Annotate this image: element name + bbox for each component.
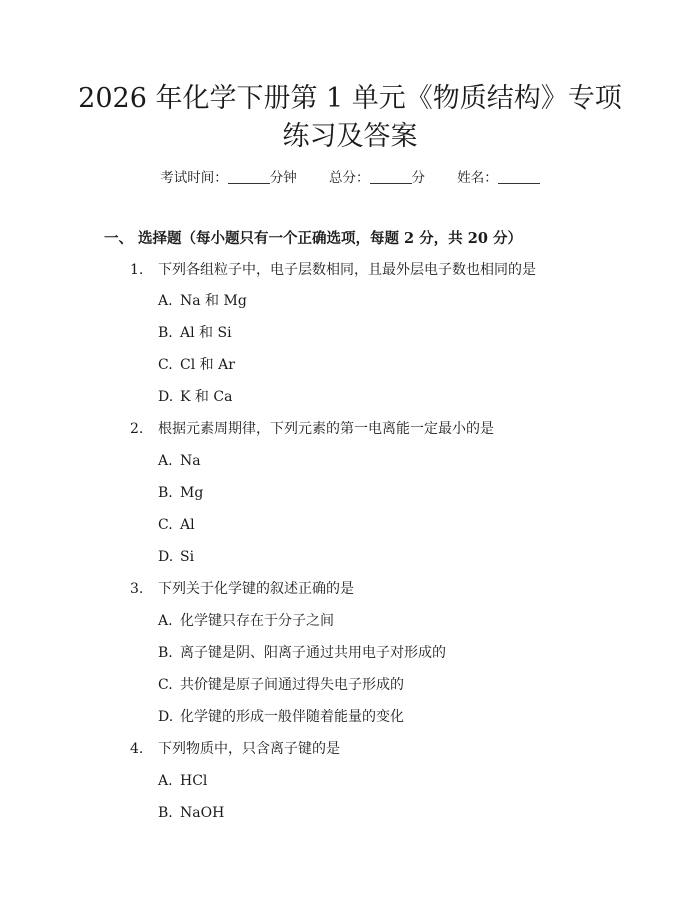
option-letter: B. (158, 485, 173, 501)
total-score-unit: 分 (411, 170, 425, 186)
option (158, 803, 224, 823)
option-letter: A. (158, 613, 173, 629)
option-text: HCl (180, 773, 208, 789)
section-title: 选择题（每小题只有一个正确选项，每题 2 分，共 20 分） (138, 230, 522, 247)
exam-meta (0, 168, 700, 188)
section-number: 一、 (104, 230, 133, 247)
option (158, 611, 334, 631)
title-line-2: 练习及答案 (282, 121, 418, 152)
option-letter: C. (158, 517, 173, 533)
option (158, 323, 232, 343)
question-1 (130, 260, 536, 280)
option-letter: A. (158, 293, 173, 309)
option-letter: B. (158, 805, 173, 821)
option-letter: D. (158, 549, 174, 565)
exam-time-unit: 分钟 (269, 170, 297, 186)
option-letter: D. (158, 709, 174, 725)
question-text: 下列物质中，只含离子键的是 (158, 741, 340, 757)
student-name-label: 姓名： (457, 170, 498, 186)
question-text: 下列各组粒子中，电子层数相同，且最外层电子数也相同的是 (158, 262, 536, 278)
section-heading (104, 229, 522, 249)
title-line-1: 2026 年化学下册第 1 单元《物质结构》专项 (78, 83, 622, 114)
total-score-blank (370, 169, 412, 184)
option-text: NaOH (180, 805, 225, 821)
option (158, 675, 404, 695)
question-2 (130, 419, 494, 439)
student-name (457, 168, 540, 188)
option (158, 291, 247, 311)
option (158, 547, 194, 567)
exam-time-label: 考试时间： (160, 170, 228, 186)
option-text: Mg (180, 485, 204, 501)
question-3 (130, 579, 354, 599)
total-score-label: 总分： (329, 170, 370, 186)
option-text: Na 和 Mg (180, 293, 247, 309)
option (158, 451, 201, 471)
exam-time-blank (228, 169, 270, 184)
option (158, 643, 446, 663)
option-letter: B. (158, 325, 173, 341)
option-text: 共价键是原子间通过得失电子形成的 (180, 677, 404, 693)
question-number: 2. (130, 421, 144, 437)
option-letter: C. (158, 677, 173, 693)
option-text: 离子键是阴、阳离子通过共用电子对形成的 (180, 645, 446, 661)
option (158, 771, 207, 791)
option-text: Si (180, 549, 195, 565)
option-text: 化学键只存在于分子之间 (180, 613, 334, 629)
option (158, 483, 203, 503)
option-text: 化学键的形成一般伴随着能量的变化 (180, 709, 404, 725)
question-text: 下列关于化学键的叙述正确的是 (158, 581, 354, 597)
option-letter: D. (158, 389, 174, 405)
option (158, 515, 195, 535)
question-number: 3. (130, 581, 144, 597)
option-text: Al (180, 517, 195, 533)
option-letter: A. (158, 773, 173, 789)
question-number: 1. (130, 262, 144, 278)
option-letter: A. (158, 453, 173, 469)
option-text: Al 和 Si (180, 325, 232, 341)
option (158, 355, 235, 375)
total-score (329, 168, 425, 188)
option (158, 387, 232, 407)
question-4 (130, 739, 340, 759)
option-text: Na (180, 453, 201, 469)
option-text: Cl 和 Ar (180, 357, 235, 373)
question-number: 4. (130, 741, 144, 757)
option-letter: C. (158, 357, 173, 373)
exam-time (160, 168, 297, 188)
option-letter: B. (158, 645, 173, 661)
option-text: K 和 Ca (180, 389, 233, 405)
student-name-blank (498, 169, 540, 184)
option (158, 707, 404, 727)
document-title (40, 80, 660, 156)
question-text: 根据元素周期律，下列元素的第一电离能一定最小的是 (158, 421, 494, 437)
